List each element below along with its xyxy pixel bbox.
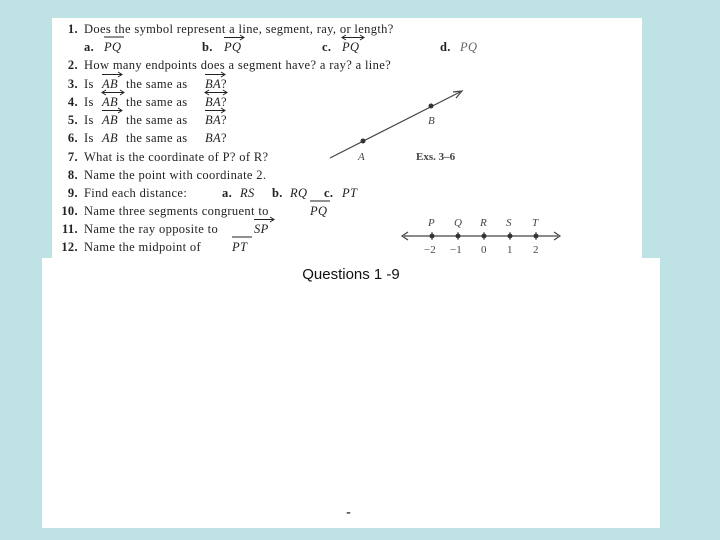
part-label: c. — [322, 40, 332, 54]
part-label: a. — [84, 40, 95, 54]
problem-text: Is — [84, 113, 94, 127]
part-label: b. — [202, 40, 213, 54]
problem-number: 1. — [67, 22, 78, 36]
bar-overline-icon — [310, 199, 332, 203]
point-label: S — [506, 217, 512, 229]
point-r — [482, 234, 487, 239]
tick-label: −1 — [450, 244, 462, 256]
part-label: c. — [324, 186, 334, 200]
problem-text: How many endpoints does a segment have? a ray? a line? — [84, 58, 391, 72]
point-label: P — [428, 217, 435, 229]
distance-symbol: RQ — [290, 186, 308, 200]
problem-text: Does the symbol represent a line, segment, ray, or length? — [84, 22, 394, 36]
problem-text: Find each distance: — [84, 186, 188, 200]
problem-text: the same as — [126, 113, 188, 127]
ray-ba-symbol: BA? — [205, 77, 227, 92]
length-symbol: PQ — [460, 40, 478, 54]
tick-label: −2 — [424, 244, 436, 256]
problem-number: 12. — [61, 240, 78, 254]
ray-arrow-icon — [205, 108, 227, 113]
number-line — [398, 214, 564, 256]
double-arrow-icon — [205, 90, 229, 95]
problem-text: the same as — [126, 77, 188, 91]
ray-line — [330, 92, 460, 158]
point-b — [429, 104, 434, 109]
length-ba: BA? — [205, 131, 227, 145]
ray-arrow-icon — [102, 72, 124, 77]
point-b-label: B — [428, 115, 435, 127]
problem-text: Name the midpoint of — [84, 240, 202, 254]
ray-arrow-icon — [205, 72, 227, 77]
line-ba-symbol: BA? — [205, 95, 227, 110]
problem-number: 3. — [67, 77, 78, 91]
segment-symbol: PQ — [310, 204, 327, 219]
slide-content-panel — [42, 258, 660, 528]
problem-number: 2. — [67, 58, 78, 72]
point-label: R — [480, 217, 487, 229]
point-t — [534, 234, 539, 239]
line-ab-symbol: AB — [102, 95, 118, 110]
part-label: b. — [272, 186, 283, 200]
tick-label: 2 — [533, 244, 539, 256]
problem-number: 10. — [61, 204, 78, 218]
segment-symbol: PQ — [104, 40, 121, 55]
point-a — [361, 139, 366, 144]
line-symbol: PQ — [342, 40, 359, 55]
line-ab-figure — [322, 86, 472, 176]
double-arrow-icon — [102, 90, 126, 95]
length-ab: AB — [102, 131, 118, 145]
bar-overline-icon — [104, 35, 126, 39]
problem-text: Name three segments congruent to — [84, 204, 269, 218]
ray-ab-symbol: AB — [102, 77, 118, 92]
point-a-label: A — [358, 151, 365, 163]
double-arrow-icon — [342, 35, 366, 40]
problem-number: 9. — [67, 186, 78, 200]
distance-symbol: PT — [342, 186, 358, 200]
problem-number: 4. — [67, 95, 78, 109]
ray-arrow-icon — [102, 108, 124, 113]
problem-text: Is — [84, 131, 94, 145]
figure-caption: Exs. 3–6 — [416, 151, 456, 163]
part-label: d. — [440, 40, 451, 54]
bar-overline-icon — [232, 235, 254, 239]
problem-text: What is the coordinate of P? of R? — [84, 150, 269, 164]
ray-symbol: PQ — [224, 40, 241, 55]
slide-footer: - — [346, 504, 351, 521]
ray-ba-symbol: BA? — [205, 113, 227, 128]
part-label: a. — [222, 186, 233, 200]
tick-label: 1 — [507, 244, 513, 256]
tick-label: 0 — [481, 244, 487, 256]
distance-symbol: RS — [240, 186, 255, 200]
problem-number: 7. — [67, 150, 78, 164]
problem-text: Name the point with coordinate 2. — [84, 168, 267, 182]
point-q — [456, 234, 461, 239]
problem-number: 11. — [62, 222, 78, 236]
problem-number: 5. — [67, 113, 78, 127]
point-p — [430, 234, 435, 239]
point-label: T — [532, 217, 539, 229]
point-label: Q — [454, 217, 462, 229]
ray-arrow-icon — [254, 217, 276, 222]
problem-text: the same as — [126, 131, 188, 145]
slide-caption: Questions 1 -9 — [302, 266, 400, 283]
ray-ab-symbol: AB — [102, 113, 118, 128]
problem-number: 8. — [67, 168, 78, 182]
problem-text: the same as — [126, 95, 188, 109]
segment-symbol: PT — [232, 240, 247, 255]
problem-number: 6. — [67, 131, 78, 145]
problem-text: Name the ray opposite to — [84, 222, 219, 236]
problem-text: Is — [84, 95, 94, 109]
textbook-scan — [52, 18, 642, 258]
ray-symbol: SP — [254, 222, 269, 237]
problem-text: Is — [84, 77, 94, 91]
point-s — [508, 234, 513, 239]
ray-arrow-icon — [224, 35, 246, 40]
